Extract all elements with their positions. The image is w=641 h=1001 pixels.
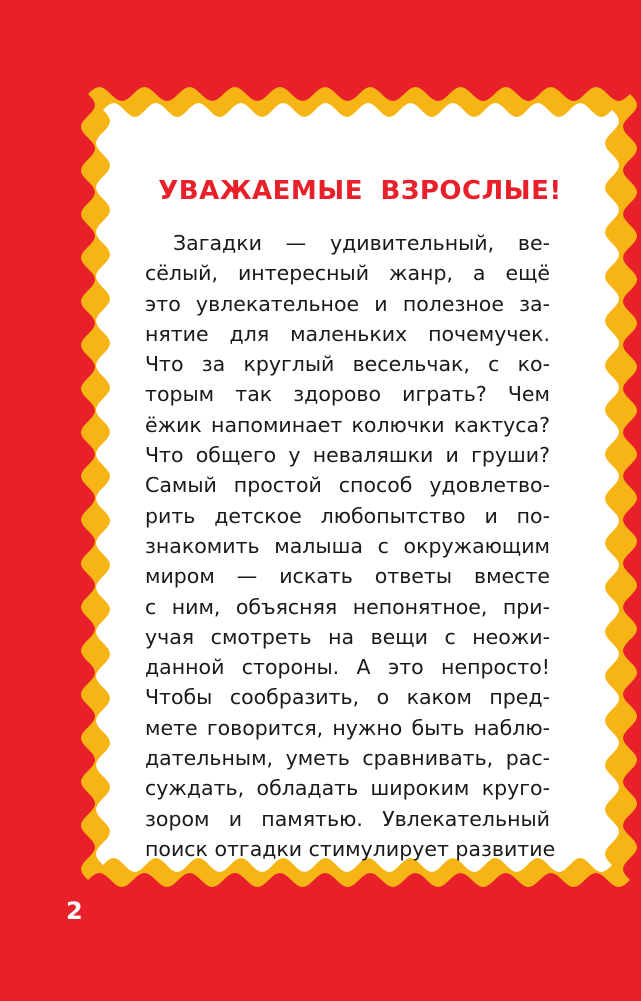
text-line: мете говорится, нужно быть наблю- bbox=[145, 715, 550, 740]
text-line: поиск отгадки стимулирует развитие bbox=[145, 836, 556, 861]
text-line: Что за круглый весельчак, с ко- bbox=[145, 352, 550, 377]
text-line: сёлый, интересный жанр, а ещё bbox=[145, 261, 550, 286]
text-line: торым так здорово играть? Чем bbox=[145, 382, 550, 407]
text-line: учая смотреть на вещи с неожи- bbox=[145, 624, 550, 649]
text-line: Чтобы сообразить, о каком пред- bbox=[145, 685, 550, 710]
text-line: с ним, объясняя непонятное, при- bbox=[145, 594, 550, 619]
text-line: данной стороны. А это непросто! bbox=[145, 655, 550, 680]
text-line: это увлекательное и полезное за- bbox=[145, 291, 550, 316]
text-line: Загадки — удивительный, ве- bbox=[173, 231, 550, 255]
text-line: нятие для маленьких почемучек. bbox=[145, 321, 550, 346]
text-line: рить детское любопытство и по- bbox=[145, 503, 550, 528]
text-line: Что общего у неваляшки и груши? bbox=[145, 443, 550, 468]
text-line: зором и памятью. Увлекательный bbox=[145, 806, 550, 831]
text-line: Самый простой способ удовлетво- bbox=[145, 473, 550, 498]
text-line: суждать, обладать широким круго- bbox=[145, 776, 550, 801]
text-line: миром — искать ответы вместе bbox=[145, 564, 550, 589]
page-number: 2 bbox=[66, 897, 83, 925]
text-line: дательным, уметь сравнивать, рас- bbox=[145, 746, 550, 771]
body-text bbox=[145, 228, 556, 864]
page-title: УВАЖАЕМЫЕ ВЗРОСЛЫЕ! bbox=[158, 176, 562, 206]
text-line: знакомить малыша с окружающим bbox=[145, 533, 550, 558]
text-line: ёжик напоминает колючки кактуса? bbox=[145, 412, 550, 437]
